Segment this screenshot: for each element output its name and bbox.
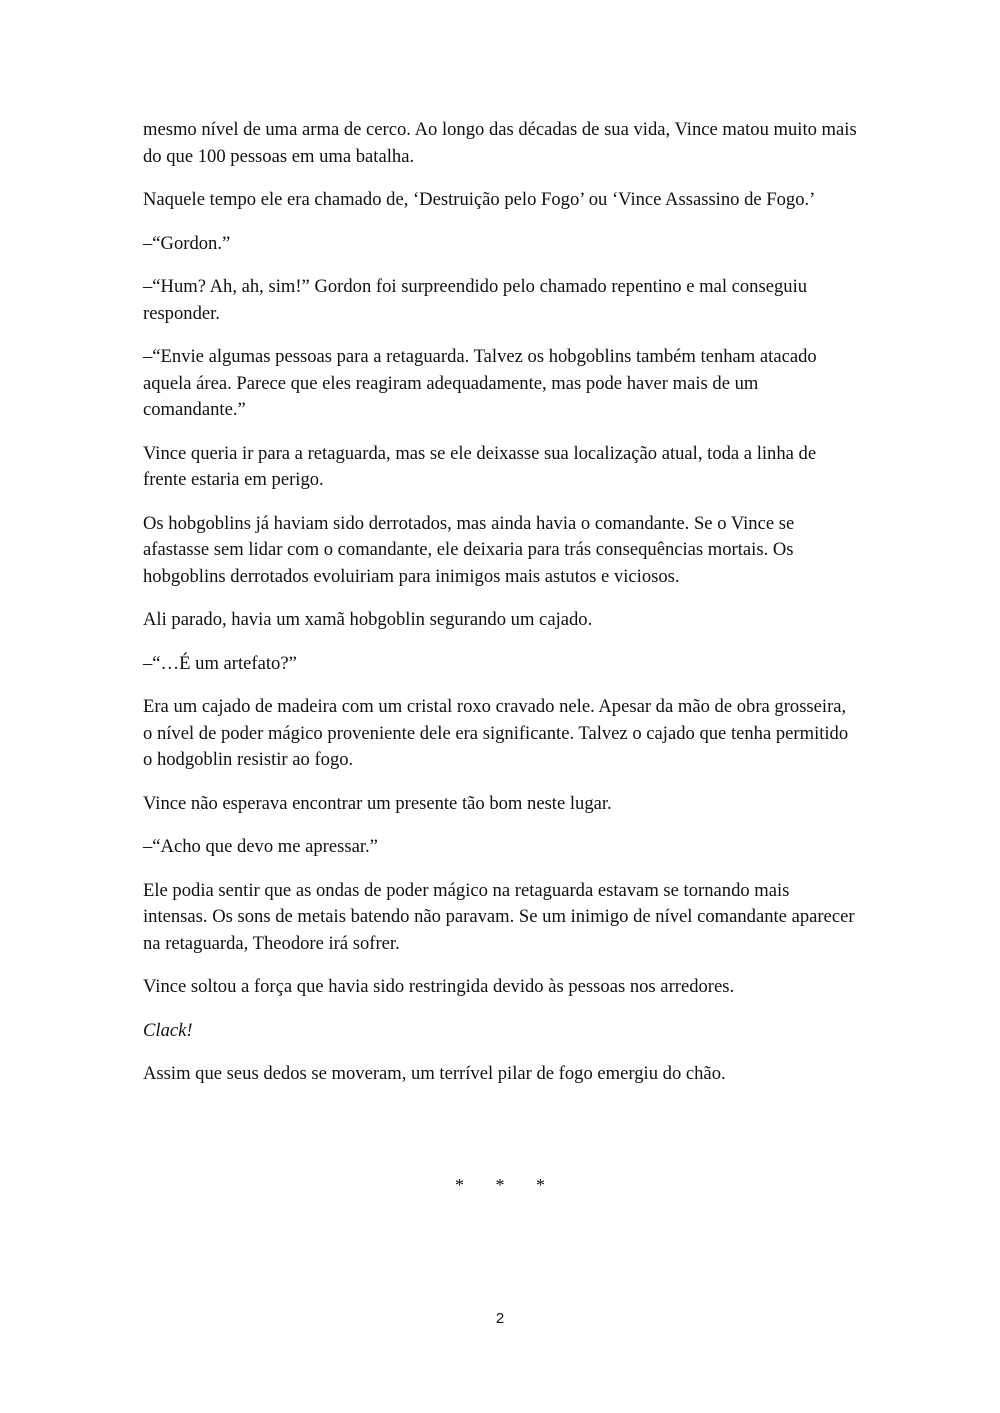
paragraph: Naquele tempo ele era chamado de, ‘Destruição pelo Fogo’ ou ‘Vince Assassino de Fogo.’ [143, 189, 816, 210]
paragraph: mesmo nível de uma arma de cerco. Ao longo das décadas de sua vida, Vince matou muito mais do que 100 pessoas em uma batalha. [143, 119, 857, 167]
paragraph: Vince não esperava encontrar um presente tão bom neste lugar. [143, 792, 612, 814]
body-text [143, 117, 858, 1105]
paragraph: Assim que seus dedos se moveram, um terrível pilar de fogo emergiu do chão. [143, 1063, 726, 1084]
dialogue-paragraph: –“…É um artefato?” [143, 652, 297, 674]
scene-separator [0, 1175, 1000, 1196]
dialogue-paragraph: –“Hum? Ah, ah, sim!” Gordon foi surpreendido pelo chamado repentino e mal conseguiu responder. [143, 276, 808, 324]
separator-asterisk: * [455, 1175, 464, 1195]
separator-asterisk: * [536, 1175, 545, 1195]
paragraph: Ali parado, havia um xamã hobgoblin segurando um cajado. [143, 609, 593, 630]
dialogue-paragraph: –“Acho que devo me apressar.” [143, 836, 378, 857]
paragraph: Era um cajado de madeira com um cristal roxo cravado nele. Apesar da mão de obra grosseira, o nível de poder mágico proveniente dele era significante. Talvez o cajado que tenha permitido o hodgoblin resistir ao fogo. [143, 696, 849, 770]
paragraph: Vince soltou a força que havia sido restringida devido às pessoas nos arredores. [143, 976, 735, 997]
paragraph: Vince queria ir para a retaguarda, mas se ele deixasse sua localização atual, toda a linha de frente estaria em perigo. [143, 442, 817, 490]
separator-asterisk: * [495, 1175, 505, 1195]
sound-effect-paragraph: Clack! [143, 1019, 193, 1041]
dialogue-paragraph: –“Gordon.” [143, 232, 231, 254]
dialogue-paragraph: –“Envie algumas pessoas para a retaguarda. Talvez os hobgoblins também tenham atacado aquela área. Parece que eles reagiram adequadamente, mas pode haver mais de um comandante.” [143, 346, 817, 420]
page-number: 2 [495, 1310, 505, 1327]
paragraph: Os hobgoblins já haviam sido derrotados, mas ainda havia o comandante. Se o Vince se afastasse sem lidar com o comandante, ele deixaria para trás consequências mortais. Os hobgoblins derrotados evoluiriam para inimigos mais astutos e viciosos. [143, 512, 795, 587]
paragraph: Ele podia sentir que as ondas de poder mágico na retaguarda estavam se tornando mais intensas. Os sons de metais batendo não paravam. Se um inimigo de nível comandante aparecer na retaguarda, Theodore irá sofrer. [143, 879, 855, 954]
